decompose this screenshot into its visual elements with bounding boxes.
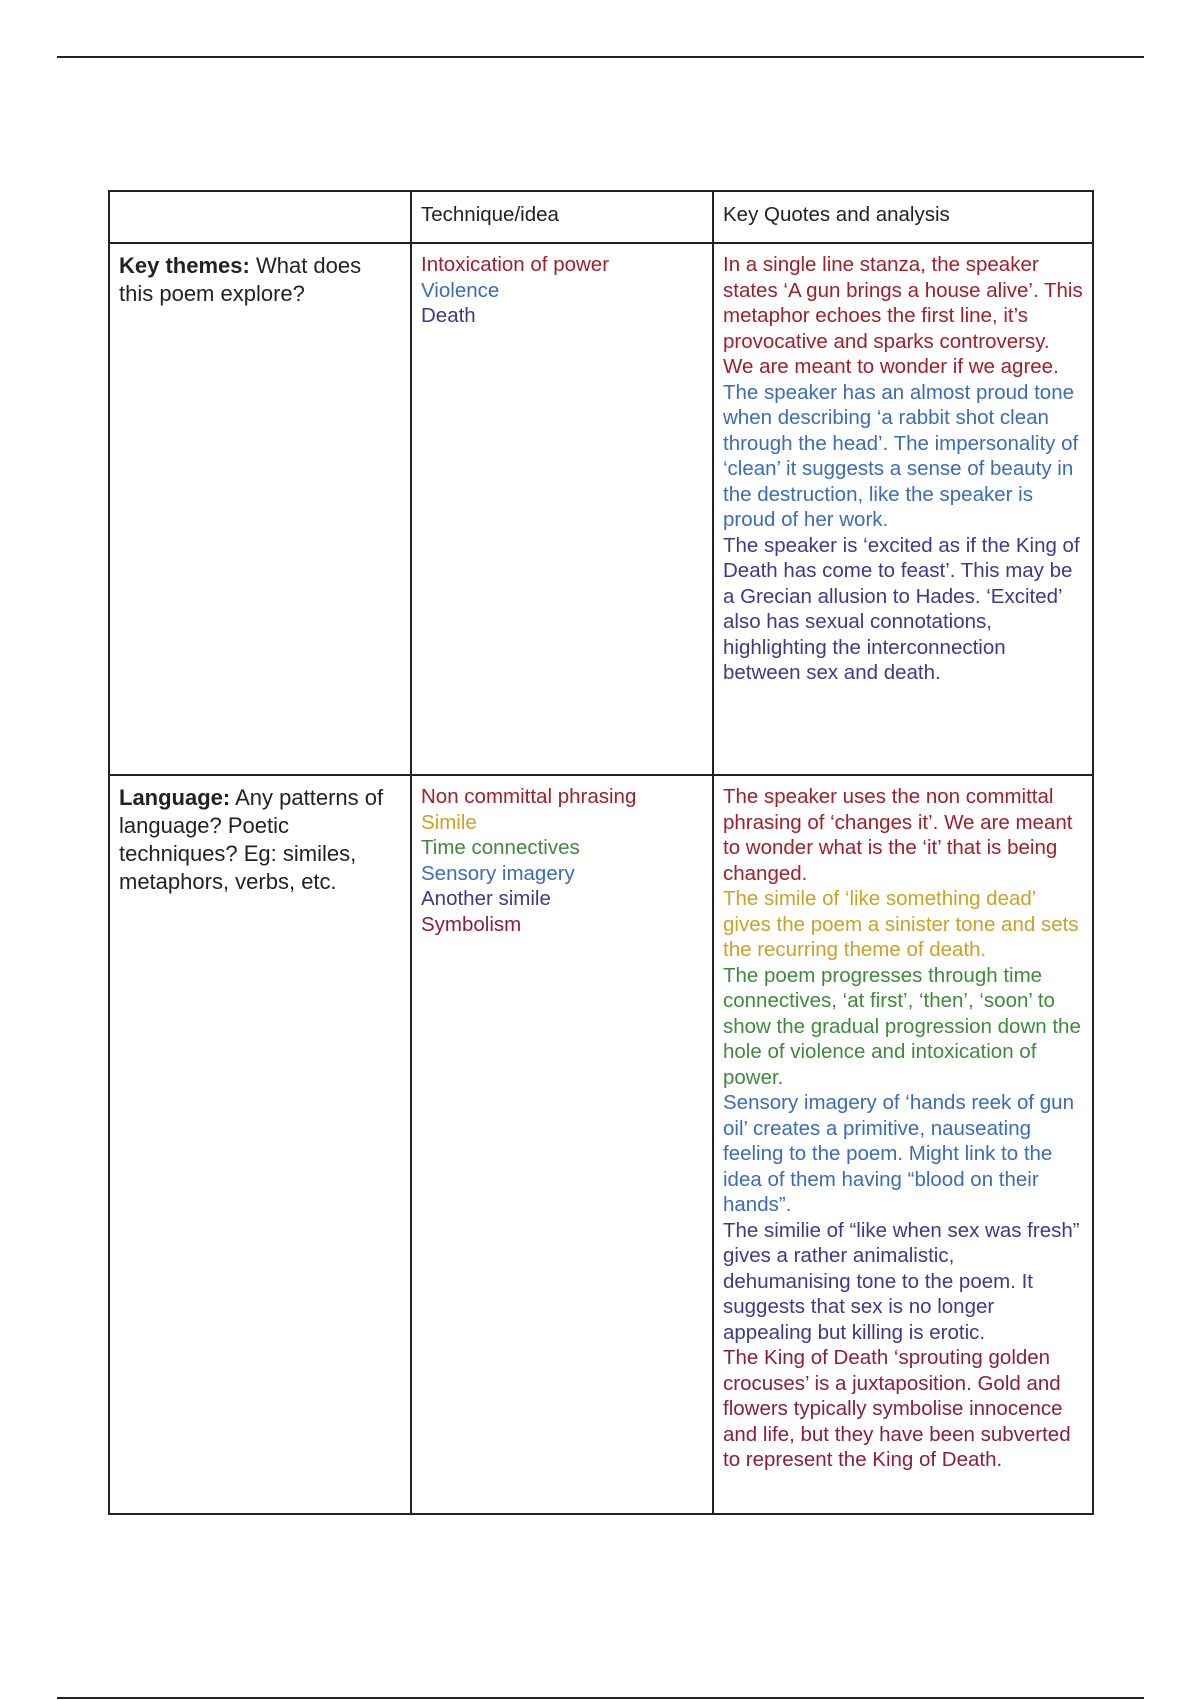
header-row — [109, 191, 1093, 243]
row-label — [119, 784, 401, 896]
technique-item: Violence — [421, 278, 500, 302]
row-label-rest: What does this poem explore? — [119, 253, 362, 306]
analysis-paragraph: Sensory imagery of ‘hands reek of gun oil’ creates a primitive, nauseating feeling to the poem. Might link to the idea of them having “blood on their hands”. — [723, 1091, 1074, 1216]
technique-item: Simile — [421, 810, 477, 834]
header-blank-cell — [109, 191, 411, 243]
row-label — [119, 252, 401, 308]
row-label-bold: Language: — [119, 785, 231, 810]
technique-cell — [411, 775, 713, 1514]
analysis-cell — [713, 243, 1093, 775]
analysis-paragraph: The poem progresses through time connectives, ‘at first’, ‘then’, ‘soon’ to show the gradual progression down the hole of violence and intoxication of power. — [723, 963, 1081, 1089]
row-label-cell — [109, 243, 411, 775]
row-label-cell — [109, 775, 411, 1514]
analysis-paragraph: The speaker has an almost proud tone when describing ‘a rabbit shot clean through the head’. The impersonality of ‘clean’ it suggests a sense of beauty in the destruction, like the speaker is proud of her work. — [723, 380, 1079, 531]
technique-item: Time connectives — [421, 836, 580, 859]
analysis-paragraph: The simile of ‘like something dead’ gives the poem a sinister tone and sets the recurring theme of death. — [723, 887, 1079, 961]
top-rule — [57, 56, 1144, 58]
technique-item: Non committal phrasing — [421, 785, 637, 808]
analysis-paragraph: The King of Death ‘sprouting golden crocuses’ is a juxtaposition. Gold and flowers typically symbolise innocence and life, but they have been subverted to represent the King of Death. — [723, 1346, 1071, 1471]
analysis-paragraph: In a single line stanza, the speaker states ‘A gun brings a house alive’. This metaphor echoes the first line, it’s provocative and sparks controversy. We are meant to wonder if we agree. — [723, 253, 1083, 378]
header-analysis: Key Quotes and analysis — [713, 191, 1093, 243]
analysis-paragraph: The similie of “like when sex was fresh” gives a rather animalistic, dehumanising tone to the poem. It suggests that sex is no longer appealing but killing is erotic. — [723, 1218, 1080, 1344]
poem-analysis-table — [108, 190, 1094, 1515]
analysis-paragraph: The speaker is ‘excited as if the King of Death has come to feast’. This may be a Grecian allusion to Hades. ‘Excited’ also has sexual connotations, highlighting the interconnection between sex and death. — [723, 533, 1080, 684]
table-row-language — [109, 775, 1093, 1514]
table-row-key-themes — [109, 243, 1093, 775]
technique-item: Another simile — [421, 887, 551, 910]
technique-cell — [411, 243, 713, 775]
technique-item: Symbolism — [421, 912, 522, 936]
technique-item: Sensory imagery — [421, 861, 575, 885]
header-technique: Technique/idea — [411, 191, 713, 243]
row-label-rest: Any patterns of language? Poetic techniques? Eg: similes, metaphors, verbs, etc. — [119, 785, 384, 894]
row-label-bold: Key themes: — [119, 253, 250, 278]
technique-item: Intoxication of power — [421, 253, 610, 276]
analysis-cell — [713, 775, 1093, 1514]
bottom-rule — [57, 1697, 1144, 1699]
technique-item: Death — [421, 304, 476, 327]
analysis-paragraph: The speaker uses the non committal phrasing of ‘changes it’. We are meant to wonder what is the ‘it’ that is being changed. — [723, 785, 1073, 885]
